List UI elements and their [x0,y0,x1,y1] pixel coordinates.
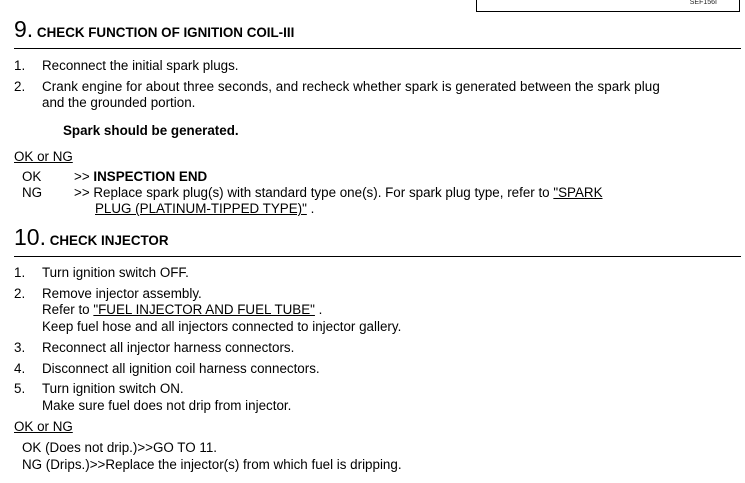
step9-item-1-text: Reconnect the initial spark plugs. [42,58,239,73]
step10-item-5-note: Make sure fuel does not drip from injector. [42,398,292,413]
step9-ok-text: INSPECTION END [93,169,208,184]
step9-emphasis: Spark should be generated. [63,123,239,138]
step9-item-1-num: 1. [14,58,26,73]
step10-item-1-text: Turn ignition switch OFF. [42,265,189,280]
step9-divider [14,48,741,49]
step9-ok-or-ng: OK or NG [14,149,73,164]
fuel-injector-link[interactable]: "FUEL INJECTOR AND FUEL TUBE" [93,302,315,317]
step10-item-2-refer: Refer to "FUEL INJECTOR AND FUEL TUBE" . [42,302,323,317]
step10-title: CHECK INJECTOR [49,233,169,248]
step9-ng-text: Replace spark plug(s) with standard type one(s). For spark plug type, refer to [93,185,554,200]
step9-number: 9. [14,16,34,42]
spark-plug-link-cont[interactable]: PLUG (PLATINUM-TIPPED TYPE)" [95,201,307,216]
step9-ng-label: NG [22,185,43,200]
step9-ng-result-line-2: PLUG (PLATINUM-TIPPED TYPE)" . [95,201,315,216]
step10-item-1-num: 1. [14,265,26,280]
step10-item-5-text: Turn ignition switch ON. [42,381,184,396]
step10-item-3-num: 3. [14,340,26,355]
step9-ok-arrow: >> [74,169,90,184]
step9-item-2-line-2: and the grounded portion. [42,95,196,110]
figure-frame [476,0,740,12]
step10-item-2-note: Keep fuel hose and all injectors connected to injector gallery. [42,319,402,334]
step9-item-2-line-1: Crank engine for about three seconds, and recheck whether spark is generated between the spark plug [42,79,660,94]
step9-ng-arrow: >> [74,185,90,200]
step10-number: 10. [14,224,46,250]
step10-item-4-text: Disconnect all ignition coil harness connectors. [42,361,320,376]
step10-ok-result: OK (Does not drip.)>>GO TO 11. [22,440,217,455]
step10-item-2-text: Remove injector assembly. [42,286,202,301]
step10-item-3-text: Reconnect all injector harness connectors. [42,340,295,355]
step10-heading [14,224,169,251]
step10-item-5-num: 5. [14,381,26,396]
step9-heading [14,16,294,43]
step9-item-2-num: 2. [14,79,26,94]
step9-title: CHECK FUNCTION OF IGNITION COIL-III [36,25,295,40]
step10-item-4-num: 4. [14,361,26,376]
step9-ok-label: OK [22,169,42,184]
step10-ok-or-ng: OK or NG [14,419,73,434]
step10-item-2-num: 2. [14,286,26,301]
spark-plug-link[interactable]: "SPARK [553,185,603,200]
step9-ng-result [74,185,603,200]
step10-ng-result: NG (Drips.)>>Replace the injector(s) from which fuel is dripping. [22,457,402,472]
step9-ok-result [74,169,207,184]
figure-id: SEF156I [689,0,717,6]
step10-divider [14,256,741,257]
